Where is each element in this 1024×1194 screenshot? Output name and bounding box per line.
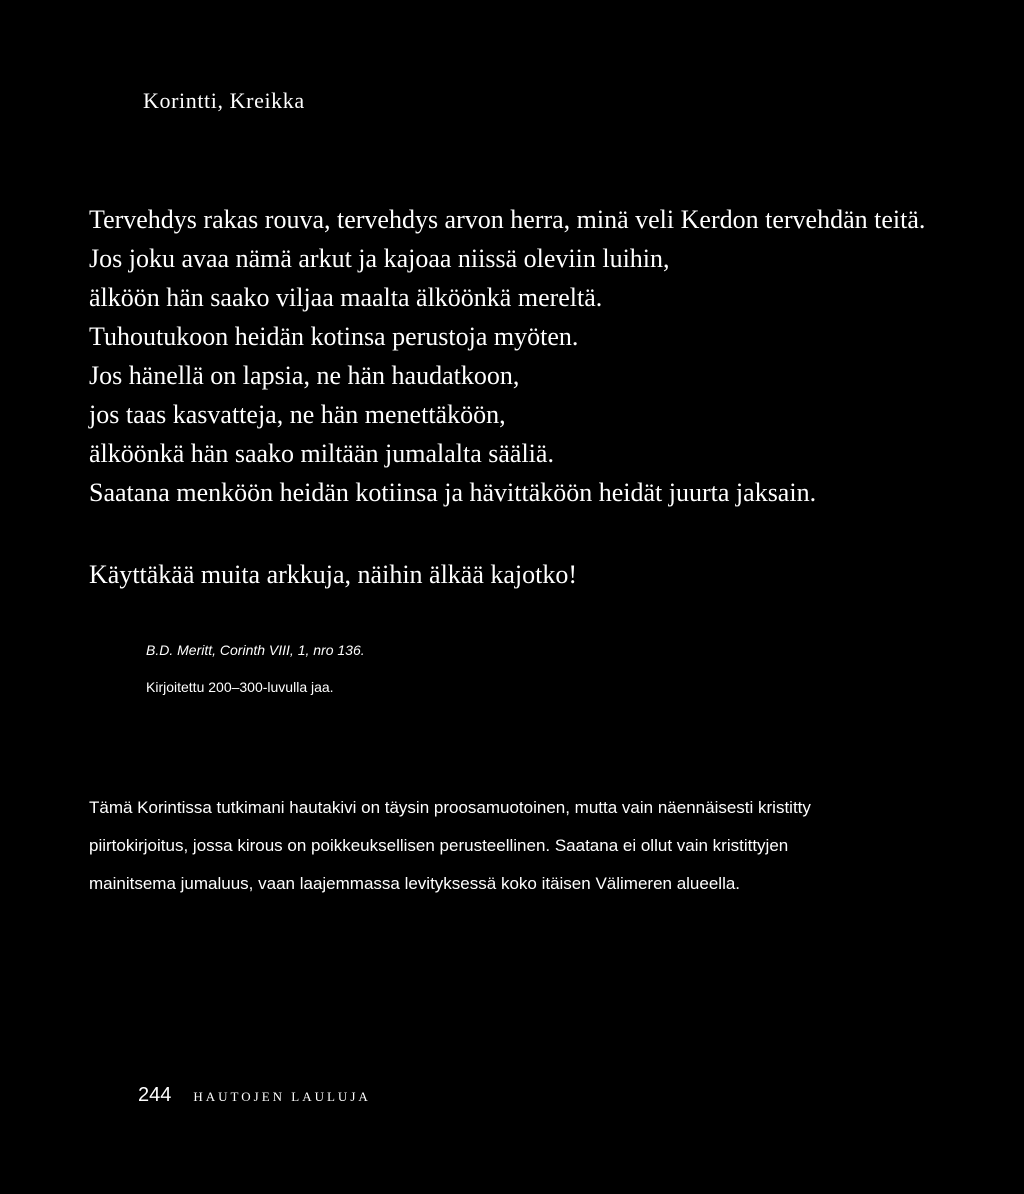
commentary-paragraph [89,793,919,907]
poem-line: älköönkä hän saako miltään jumalalta sääliä. [89,439,554,468]
commentary-line: mainitsema jumaluus, vaan laajemmassa levityksessä koko itäisen Välimeren alueella. [89,874,741,893]
page-number: 244 [138,1084,172,1106]
closing-line: Käyttäkää muita arkkuja, näihin älkää kajotko! [89,560,578,589]
running-title: HAUTOJEN LAULUJA [193,1089,371,1104]
inscription-poem [89,200,925,512]
poem-line: Jos joku avaa nämä arkut ja kajoaa niissä oleviin luihin, [89,244,670,273]
commentary-line: piirtokirjoitus, jossa kirous on poikkeuksellisen perusteellinen. Saatana ei ollut vain kristittyjen [89,836,789,855]
location-heading: Korintti, Kreikka [143,88,305,113]
dating-note: Kirjoitettu 200–300-luvulla jaa. [146,679,334,695]
poem-line: Tervehdys rakas rouva, tervehdys arvon herra, minä veli Kerdon tervehdän teitä. [89,205,926,234]
poem-line: Tuhoutukoon heidän kotinsa perustoja myöten. [89,322,579,351]
poem-line: jos taas kasvatteja, ne hän menettäköön, [89,400,506,429]
page-footer [138,1084,371,1107]
poem-line: Saatana menköön heidän kotiinsa ja hävittäköön heidät juurta jaksain. [89,478,817,507]
commentary-line: Tämä Korintissa tutkimani hautakivi on täysin proosamuotoinen, mutta vain näennäisesti kristitty [89,798,811,817]
source-citation: B.D. Meritt, Corinth VIII, 1, nro 136. [146,642,365,658]
poem-line: älköön hän saako viljaa maalta älköönkä mereltä. [89,283,603,312]
poem-line: Jos hänellä on lapsia, ne hän haudatkoon, [89,361,520,390]
